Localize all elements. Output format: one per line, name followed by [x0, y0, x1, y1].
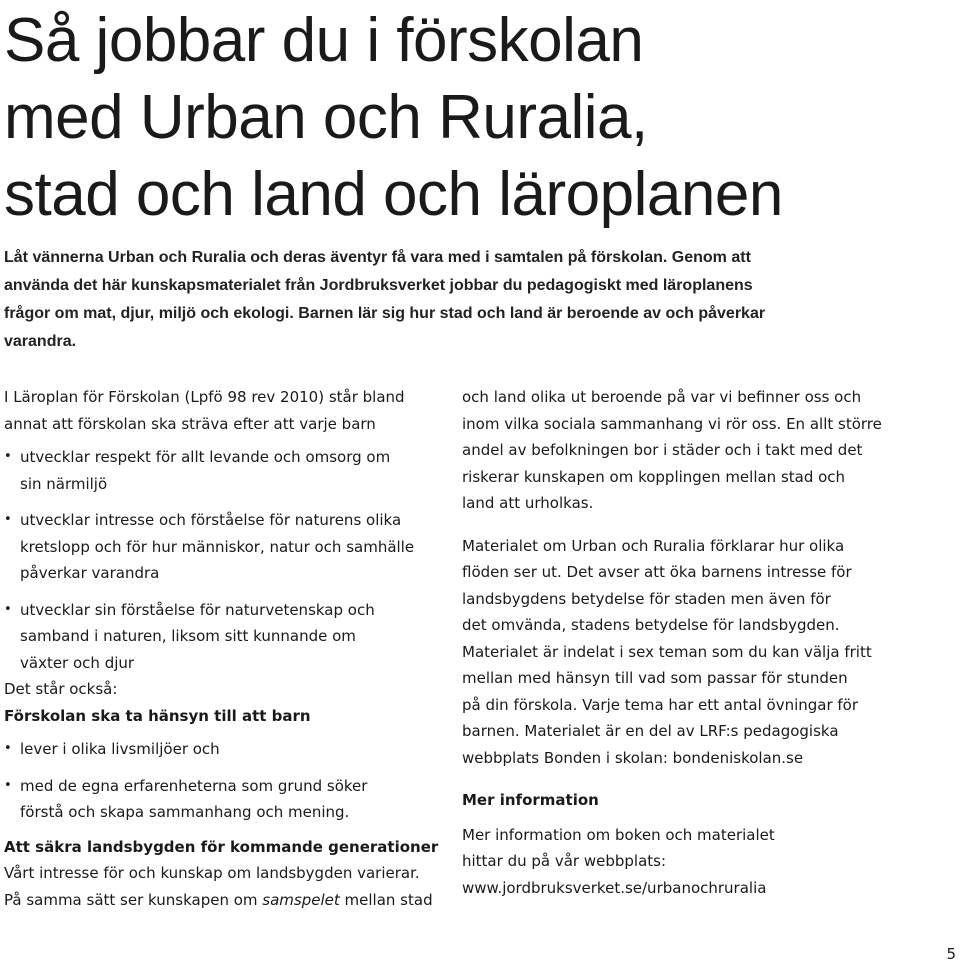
right-paragraph-1 [462, 384, 902, 517]
more-info-heading: Mer information [462, 791, 599, 809]
goal-line: • utvecklar sin förståelse för naturvetenskap och [20, 600, 375, 619]
intro-line: Låt vännerna Urban och Ruralia och deras äventyr få vara med i samtalen på förskolan. Genom att [4, 249, 751, 266]
body-line: Materialet är indelat i sex teman som du kan välja fritt [462, 642, 872, 661]
consideration-bullet [4, 773, 444, 826]
section-heading: Att säkra landsbygden för kommande generationer [4, 837, 439, 856]
also-label: Det står också: [4, 680, 118, 698]
goal-bullet [4, 507, 444, 587]
title-line: Så jobbar du i förskolan [4, 6, 644, 75]
body-line: barnen. Materialet är en del av LRF:s pedagogiska [462, 722, 839, 740]
consideration-line: • med de egna erfarenheterna som grund söker [20, 776, 368, 795]
body-line: flöden ser ut. Det avser att öka barnens intresse för [462, 563, 852, 581]
more-info-line: Mer information om boken och materialet [462, 825, 775, 844]
goal-line: växter och djur [20, 653, 135, 672]
more-info-block [462, 822, 902, 902]
right-column [462, 384, 902, 901]
intro-line: frågor om mat, djur, miljö och ekologi. Barnen lär sig hur stad och land är beroende av och påverkar [4, 305, 766, 322]
body-line: Materialet om Urban och Ruralia förklarar hur olika [462, 536, 845, 555]
section-emphasis: samspelet [262, 890, 340, 909]
page-number: 5 [946, 945, 956, 963]
section-text: På samma sätt ser kunskapen om [4, 890, 263, 909]
goal-bullet [4, 597, 444, 677]
intro-paragraph [4, 244, 954, 356]
website-link[interactable]: www.jordbruksverket.se/urbanochruralia [462, 878, 767, 897]
consideration-bullet [4, 736, 444, 763]
body-line: det omvända, stadens betydelse för landsbygden. [462, 616, 840, 634]
more-info-line: hittar du på vår webbplats: [462, 852, 667, 870]
goal-line: • utvecklar intresse och förståelse för naturens olika [20, 511, 402, 529]
body-line: mellan med hänsyn till vad som passar för stunden [462, 669, 848, 687]
body-line: landsbygdens betydelse för staden men även för [462, 589, 831, 608]
lead-line: I Läroplan för Förskolan (Lpfö 98 rev 2010) står bland [4, 388, 405, 406]
section-line: Vårt intresse för och kunskap om landsbygden varierar. [4, 864, 420, 882]
goal-line: sin närmiljö [20, 474, 108, 493]
also-heading: Förskolan ska ta hänsyn till att barn [4, 706, 311, 725]
consideration-line: förstå och skapa sammanhang och mening. [20, 803, 350, 821]
consideration-line: • lever i olika livsmiljöer och [20, 740, 220, 758]
title-line: med Urban och Ruralia, [4, 83, 648, 152]
body-line: webbplats Bonden i skolan: bondeniskolan.se [462, 748, 804, 767]
goal-bullet [4, 444, 444, 497]
right-paragraph-2 [462, 533, 902, 772]
body-line: och land olika ut beroende på var vi befinner oss och [462, 388, 862, 406]
goal-line: påverkar varandra [20, 564, 160, 582]
curriculum-lead [4, 384, 444, 437]
body-line: andel av befolkningen bor i städer och i takt med det [462, 441, 863, 459]
lead-line: annat att förskolan ska sträva efter att varje barn [4, 414, 376, 433]
page-title [4, 2, 944, 233]
body-line: riskerar kunskapen om kopplingen mellan stad och [462, 467, 846, 486]
goal-line: samband i naturen, liksom sitt kunnande om [20, 627, 356, 645]
body-line: på din förskola. Varje tema har ett antal övningar för [462, 695, 859, 714]
left-column [4, 384, 444, 913]
intro-line: använda det här kunskapsmaterialet från Jordbruksverket jobbar du pedagogiskt med läroplanens [4, 277, 753, 294]
section-line [4, 887, 444, 914]
intro-line: varandra. [4, 333, 77, 350]
body-line: inom vilka sociala sammanhang vi rör oss. En allt större [462, 414, 882, 433]
title-line: stad och land och läroplanen [4, 160, 783, 229]
section-text: mellan stad [339, 890, 433, 909]
goal-line: kretslopp och för hur människor, natur och samhälle [20, 537, 415, 556]
body-line: land att urholkas. [462, 494, 594, 512]
goal-line: • utvecklar respekt för allt levande och omsorg om [20, 448, 391, 466]
